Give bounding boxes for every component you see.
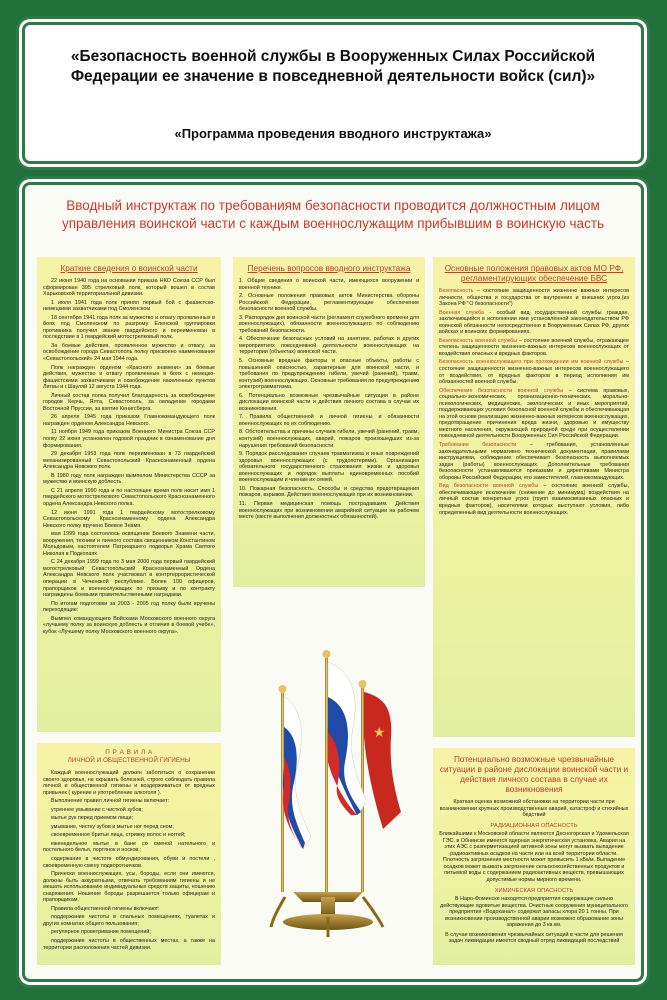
history-paragraph: Полк награжден орденом «Красного знамени» за боевые действия, мужество и отвагу проявленные в боях с немецко-фашистскими захватчиками и освобождение населенных пунктов Литвы и г.Шауляй 12 августа 1944 года. xyxy=(43,364,215,391)
hygiene-line: умывание, чистку зубов и мытье ног перед сном; xyxy=(51,823,174,830)
term-name: Безопасность военнослужащего при прохождении им военной службы xyxy=(439,359,624,366)
question-item: 4. Обеспечение безопасных условий на занятиях, работах и других мероприятиях повседневной деятельности военнослужащих на территории (объектах) воинской части. xyxy=(239,336,419,356)
questions-title: Перечень вопросов вводного инструктажа xyxy=(247,263,411,273)
hygiene-subtitle: ЛИЧНОЙ И ОБЩЕСТВЕННОЙ ГИГИЕНЫ xyxy=(67,757,191,764)
history-paragraph: 11 ноября 1949 года приказом Военного Министра Союза ССР полку 22 июня установлен годовой праздник в ознаменование дня формирования. xyxy=(43,429,215,449)
page-title: «Безопасность военной службы в Вооруженных Силах Российской Федерации ее значение в повседневной деятельности войск (сил)» xyxy=(70,48,596,85)
header-panel xyxy=(22,22,644,164)
term-name: Военная служба xyxy=(439,309,485,316)
intro-banner: Вводный инструктаж по требованиям безопасности проводится должностным лицом управления воинской части с каждым военнослужащим прибывшим в воинскую часть xyxy=(61,198,605,231)
question-item: 1. Общие сведения о воинской части, имеющихся вооружении и военной технике. xyxy=(239,278,419,291)
term-definition: – система правовых, социально-экономических, организационно-технических, морально-психологических, медицинских, экологических и иных мероприятий, поддерживающих условия безопасной военной службы и обеспечивающая на этой основе реализацию жизненно-важных интересов военнослужащих, предотвращение причинения вреда жизни, здоровью и имуществу местного населения, окружающей природной среде при осуществлении повседневной деятельности Вооруженных Сил Российской Федерации. xyxy=(439,387,629,440)
term-definition: – состояние военной службы, обеспечивающее исключение (снижение до минимума) воздействия на личный состав конкретных угроз (групп взаимосвязанных опасных и вредных факторов), носителями которых выступают условия, либо определенный вид деятельности военнослужащих. xyxy=(439,483,629,516)
term-entry xyxy=(439,388,629,440)
term-definition: – состояние военной службы, отражающее степень защищенности жизненно-важных интересов военнослужащих от воздействия опасных и вредных факторов. xyxy=(439,337,629,357)
term-entry xyxy=(439,288,629,308)
emergency-section xyxy=(433,748,635,965)
hygiene-line: поддержание чистоты в общественных местах, а также на территории расположения частей дивизии. xyxy=(43,938,215,951)
content-panel xyxy=(22,182,644,982)
history-title: Краткие сведения о воинской части xyxy=(60,263,198,273)
question-item: 8. Обстоятельства и причины случаев гибели, увечий (ранений, травм, контузий) военнослужащих, аварий, пожаров произошедших из-за нарушения требований безопасности. xyxy=(239,429,419,449)
term-name: Требования безопасности xyxy=(439,442,517,449)
chemical-text: В Наро-Фоминске находятся предприятия содержащие сильно действующие ядовитые вещества. Очистные сооружения муниципального предприятия «Водоканал» содержат запасы хлора 20 1 тонны. При возникновении производственной аварии возможно образование зоны заражения до 3 кв.км. xyxy=(440,896,628,929)
history-section xyxy=(37,257,221,732)
question-item: 6. Потенциально возможные чрезвычайные ситуации в районе дислокации воинской части и действия личного состава в случае их возникновения. xyxy=(239,392,419,412)
page-subtitle: «Программа проведения вводного инструктажа» xyxy=(174,126,492,141)
hygiene-section xyxy=(37,743,221,965)
terms-title: Основные положения правовых актов МО РФ, регламентирующих обеспечение БВС xyxy=(444,263,624,283)
chemical-title: ХИМИЧЕСКАЯ ОПАСНОСТЬ xyxy=(494,887,574,894)
hygiene-line: еженедельное мытье в бане со сменой нательного и постельного белья, портянок и носков ; xyxy=(43,840,215,854)
history-paragraph: мая 1999 года состоялось освящение Боевого Знамени части, вооружения, техники и личного состава священником Константином Мольдовым, настоятелем Патриаршего подворья Храма Святого Николая в Подкопаях. xyxy=(43,531,215,557)
flags-icon xyxy=(233,597,425,957)
history-paragraph: В 1980 году полк награжден вымпелом Министерства СССР за мужество и воинскую доблесть. xyxy=(43,472,215,486)
terms-section xyxy=(433,257,635,737)
question-item: 7. Правила общественной и личной гигиены и обязанности военнослужащих по их соблюдению. xyxy=(239,414,419,427)
hygiene-line: содержание в чистоте обмундирования, обуви и постели , своевременную смену подворотничков. xyxy=(43,856,215,869)
term-entry xyxy=(439,338,629,358)
history-paragraph: С 21 апреля 1990 года и по настоящее время полк носит имя 1 гвардейского мотострелкового Севастопольского Краснознаменного ордена Александра Невского полка. xyxy=(43,487,215,507)
hygiene-line: утреннее умывание с чисткой зубов; xyxy=(51,806,143,813)
history-paragraph: 26 апреля 1945 года приказом Главнокомандующего полк награжден орденом Александра Невского. xyxy=(43,414,215,427)
hygiene-line: мытье рук перед приемом пищи; xyxy=(51,815,133,822)
term-name: Вид безопасности военной службы xyxy=(439,483,539,490)
history-paragraph: С 24 декабря 1999 года по 3 мая 2000 года первый гвардейский мотострелковый Севастопольский Краснознаменный Ордена Александра Невского полк участвовал в контртеррористической операции в Чеченской республике. Более 100 офицеров, прапорщиков и военнослужащих по призыву и по контракту награждены боевыми правительственными наградами. xyxy=(43,559,215,599)
term-name: Обеспечение безопасности военной службы xyxy=(439,387,564,394)
hygiene-line: своевременное бритье лица, стрижку волос и ногтей; xyxy=(51,832,186,839)
history-paragraph: За боевые действия, проявленное мужество и отвагу, за освобождение города Севастополь полку присвоено наименование «Севастопольский» 24 мая 1944 года. xyxy=(43,342,215,363)
history-paragraph: 18 сентября 1941 года полк за мужество и отвагу проявленных в боях под Смоленском по разгрому Еленской группировки противника получил звание гвардейского и переименован в последствие в 1 гвардейский мотострелковый полк. xyxy=(43,314,215,341)
emergency-title: Потенциально возможные чрезвычайные ситуации в районе дислокации воинской части и действия личного состава в случае их возникновения xyxy=(439,754,629,794)
flags-illustration xyxy=(233,597,425,957)
questions-section xyxy=(233,257,425,587)
question-item: 2. Основные положения правовых актов Министерства обороны Российской Федерации, регламентирующие обеспечение безопасности военной службы. xyxy=(239,293,419,313)
term-definition: – состояние защищенности жизненно-важных интересов военнослужащего от воздействия, от вредных факторов в период исполнения им обязанностей военной службы. xyxy=(439,359,630,386)
hygiene-line: Правила общественной гигиены включают: xyxy=(51,905,160,912)
question-item: 3. Распорядок дня воинской части (регламент служебного времени для военнослужащих), обязанности военнослужащего по соблюдению требований безопасности. xyxy=(239,314,419,334)
term-definition: – требования, установленные законодательными нормативно технической документации, правилами инструкциями, соблюдение обеспечивает безопасность выполняемых задач (работы) военнослужащих. Дополнительные требования безопасности устанавливаются приказами и директивами Министра обороны Российской Федерации, его заместителей, главнокомандующих. xyxy=(439,442,630,481)
history-paragraph: По итогам подготовки за 2003 - 2005 год полку были вручены переходящие: xyxy=(43,600,215,614)
history-paragraphs xyxy=(43,278,215,635)
question-item: 5. Основные вредные факторы и опасные объекты, работы с повышенной опасностью, характерные для воинской части, и требования по предупреждению гибели, увечий (ранений), травм, контузий) военнослужащих. Основные требования по предупреждению электротравматизма. xyxy=(239,358,419,391)
hygiene-line: регулярное проветривание помещений; xyxy=(51,929,151,936)
history-paragraph: 12 июня 1991 года 1 гвардейскому мотострелковому Севастопольскому Краснознаменному ордена Александра Невского полку вручено Боевое Знамя. xyxy=(43,509,215,529)
term-entry xyxy=(439,359,629,385)
hygiene-list xyxy=(43,770,215,951)
term-definition: – состояние защищенности жизненно важных интересов личности, общества и государства от внутренних и внешних угроз.(из Закона РФ "О безопасности") xyxy=(439,288,629,308)
hygiene-line: Выполнение правил личной гигиены включает: xyxy=(51,798,170,805)
hygiene-line: Каждый военнослужащий должен заботиться о сохранении своего здоровья, не скрывать болезней, строго соблюдать правила личной и общественной гигиены и воздерживаться от вредных привычек ( курение и употребление алкоголя ). xyxy=(43,770,215,796)
question-item: 11. Первая медицинская помощь пострадавшим. Действия военнослужащих при возникновении аварийной ситуации на рабочем месте (месте выполнения должностных обязанностей). xyxy=(239,500,419,521)
term-entry xyxy=(439,442,629,481)
history-paragraph: 1 июля 1941 года полк принял первый бой с фашистско-немецкими захватчиками под Смоленском xyxy=(43,299,215,313)
history-paragraph: 29 декабря 1953 года полк переименован в 73 гвардейский механизированный Севастопольский Краснознаменный ордена Александра Невского полк. xyxy=(43,451,215,471)
terms-list xyxy=(439,288,629,516)
emergency-intro: Краткая оценка возможной обстановки на территории части при возникновении крупных производственных аварий, катастроф и стихийных бедствий xyxy=(439,799,629,819)
radiation-title: РАДИАЦИОННАЯ ОПАСНОСТЬ xyxy=(490,822,578,829)
term-entry xyxy=(439,310,629,336)
history-paragraph: 22 июня 1940 года на основании приказа НКО Союза ССР был сформирован 395 стрелковый полк, который вошел в состав Харьковской территориальной дивизии. xyxy=(43,278,215,298)
term-name: Безопасность xyxy=(439,288,474,294)
history-paragraph: Личный состав полка получил благодарность за освобождение городов Керчь, Ялта, Севастополь, за овладение городами Восточной Пруссии, за взятие Кенигсберга. xyxy=(43,392,215,412)
hygiene-title: П Р А В И Л А xyxy=(105,749,153,756)
questions-list xyxy=(239,278,419,521)
svg-text:★: ★ xyxy=(373,725,386,741)
term-name: Безопасность военной службы xyxy=(439,337,518,344)
question-item: 9. Порядок расследования случаев травматизма и иных повреждений здоровья военнослужащих (с трудопотерями). Организация обязательного государственного страхования жизни и здоровья военнослужащих и порядок выплаты единовременных пособий военнослужащим и членам их семей. xyxy=(239,451,419,484)
radiation-text: Ближайшими к Московской области являются Десногорская и Удомельская ГЭС, в Обнинске имеется ядерная энергетическая установка. Авария на этих АЭС с разгерметизацией активной зоны могут вызвать выпадение радиоактивных осадков на части или на всей территории области. Плотность загрязнения местности может превысить 1 кБк/м. Выпадение осадков может вызвать загрязнение сельскохозяйственных продуктов и питьевой воды с содержанием радиоактивных веществ, превышающих допустимые нормы мирного времени. xyxy=(439,831,629,884)
question-item: 10. Пожарная безопасность. Способы и средства предотвращения пожаров, взрывов. Действия военнослужащих при их возникновении. xyxy=(239,485,419,499)
hygiene-line: Прически военнослужащих, усы, бороды, если они имеются, должны быть аккуратными, отвечать требованиям гигиены и не мешать использованию индивидуальных средств защиты, ношению снаряжения. Ношение бороды разрешается только офицерам и прапорщикам. xyxy=(43,871,215,904)
term-definition: - особый вид государственной службы граждан, заключающийся в исполнении ими установленной законодательством РФ воинской обязанности непосредственно в Вооруженных Силах РФ, других войсках и воинских формированиях. xyxy=(439,309,629,336)
term-entry xyxy=(439,483,629,516)
final-text: В случае возникновения чрезвычайных ситуаций в части для решения задач ликвидации имеется сводный отряд ликвидаций последствий xyxy=(445,931,623,945)
hygiene-line: поддержание чистоты в спальных помещениях, туалетах и других комнатах общего пользования; xyxy=(43,914,215,927)
history-paragraph: Вымпел командующего Войсками Московского военного округа «лучшему полку за воинскую доблесть и отличия в боевой учебе», кубок «Лучшему полку Московского военного округа». xyxy=(43,615,215,635)
